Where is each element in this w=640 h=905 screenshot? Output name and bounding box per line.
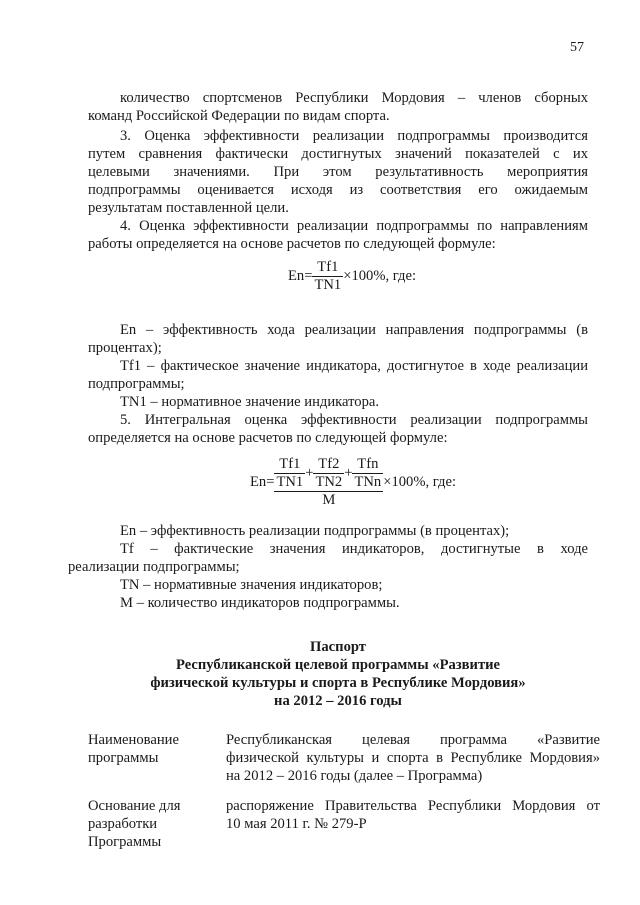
formula-denominator: M bbox=[274, 491, 383, 509]
text-line: целевыми значениями. При этом результативность мероприятия bbox=[88, 164, 588, 180]
text-line: TN – нормативные значения индикаторов; bbox=[120, 577, 383, 593]
formula-numerator: Tf1 bbox=[317, 259, 339, 275]
text-line: подпрограммы; bbox=[88, 376, 185, 392]
text-line: путем сравнения фактически достигнутых значений показателей с их bbox=[88, 146, 588, 162]
formula-denominator: TN1 bbox=[314, 277, 342, 293]
text-line: команд Российской Федерации по видам спорта. bbox=[88, 108, 390, 124]
text-line: определяется на основе расчетов по следующей формуле: bbox=[88, 430, 448, 446]
paragraph-athletes bbox=[88, 89, 588, 125]
row-label: Наименование программы bbox=[88, 732, 179, 766]
paragraph-definitions-2 bbox=[68, 522, 588, 612]
text-line: M – количество индикаторов подпрограммы. bbox=[120, 595, 400, 611]
text-line: процентах); bbox=[88, 340, 162, 356]
text-line: Tf1 – фактическое значение индикатора, достигнутое в ходе реализации bbox=[120, 358, 588, 374]
formula-plus: + bbox=[305, 464, 314, 481]
row-value: распоряжение Правительства Республики Мордовия от 10 мая 2011 г. № 279-Р bbox=[226, 798, 600, 832]
formula-lhs: En= bbox=[250, 473, 275, 490]
row-value: Республиканская целевая программа «Развитие физической культуры и спорта в Республике Мордовия» на 2012 – 2016 годы (далее – Программа) bbox=[226, 732, 600, 784]
formula-term-3: $\frac{\text{Tfn}}{\text{TNn}}$ bbox=[354, 456, 382, 490]
formula-term-2: $\frac{Tf2}{TN2}$ bbox=[315, 456, 343, 490]
text-line: подпрограммы оценивается исходя из соответствия его ожидаемым bbox=[88, 182, 588, 198]
paragraph-definitions-1 bbox=[88, 321, 588, 411]
heading-line: физической культуры и спорта в Республике Мордовия» bbox=[150, 675, 526, 691]
heading-line: Паспорт bbox=[310, 639, 366, 655]
text-line: 5. Интегральная оценка эффективности реализации подпрограммы bbox=[120, 412, 588, 428]
paragraph-evaluation-5 bbox=[88, 411, 588, 447]
heading-line: на 2012 – 2016 годы bbox=[274, 693, 402, 709]
text-line: работы определяется на основе расчетов по следующей формуле: bbox=[88, 236, 496, 252]
formula-term-1: $\frac{Tf1}{TN1}$ bbox=[276, 456, 304, 490]
text-line: количество спортсменов Республики Мордовия – членов сборных bbox=[120, 90, 588, 106]
formula-rhs: ×100%, где: bbox=[383, 473, 457, 490]
page-number: 57 bbox=[570, 40, 584, 55]
text-line: TN1 – нормативное значение индикатора. bbox=[120, 394, 380, 410]
passport-heading bbox=[88, 638, 588, 710]
text-line: результатам поставленной цели. bbox=[88, 200, 289, 216]
text-line: реализации подпрограммы; bbox=[68, 559, 240, 575]
paragraph-evaluation-4 bbox=[88, 217, 588, 253]
formula-outer-fraction bbox=[274, 456, 383, 509]
heading-line: Республиканской целевой программы «Развитие bbox=[175, 657, 501, 673]
formula-direction-efficiency bbox=[288, 259, 416, 294]
formula-rhs: ×100%, где: bbox=[343, 267, 417, 284]
text-line: 4. Оценка эффективности реализации подпрограммы по направлениям bbox=[120, 218, 588, 234]
text-line: En – эффективность хода реализации направления подпрограммы (в bbox=[120, 322, 588, 338]
formula-integral-efficiency bbox=[250, 456, 456, 509]
row-label: Основание для разработки Программы bbox=[88, 798, 181, 850]
text-line: Tf – фактические значения индикаторов, достигнутые в ходе bbox=[120, 541, 588, 557]
formula-fraction bbox=[312, 259, 343, 294]
text-line: 3. Оценка эффективности реализации подпрограммы производится bbox=[120, 128, 588, 144]
formula-lhs: En= bbox=[288, 267, 313, 284]
paragraph-evaluation-3 bbox=[88, 127, 588, 217]
text-line: En – эффективность реализации подпрограммы (в процентах); bbox=[120, 523, 510, 539]
formula-plus: + bbox=[344, 464, 353, 481]
